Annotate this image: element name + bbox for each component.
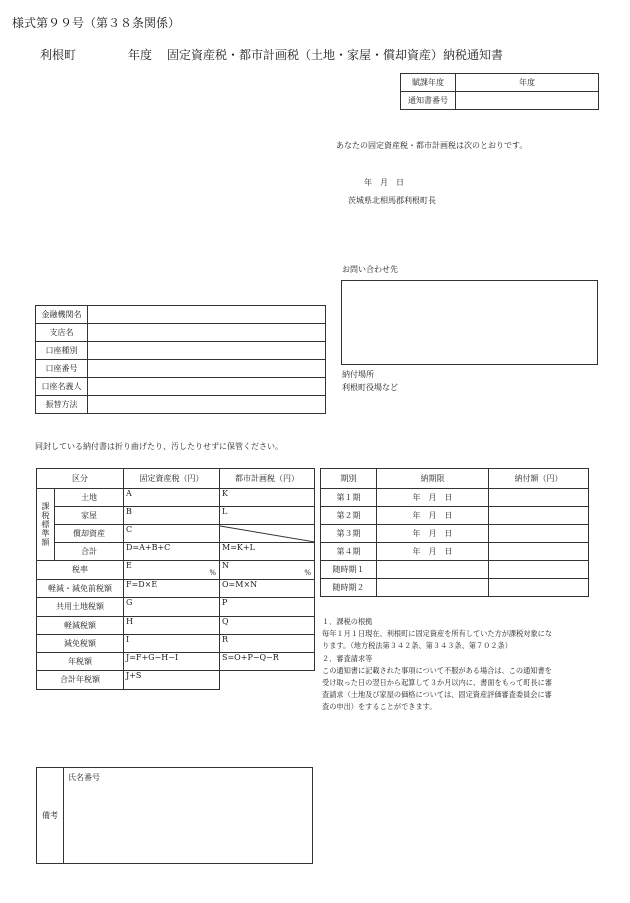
diagonal-strike-line	[220, 525, 315, 543]
period-label: 随時期２	[321, 579, 377, 597]
header-period: 期別	[321, 469, 377, 489]
cell-f: F=D×E	[124, 580, 220, 598]
bank-row-value	[88, 306, 326, 324]
percent-sign: %	[209, 569, 216, 577]
cell-js: J+S	[124, 671, 220, 690]
bank-row-label: 口座名義人	[36, 378, 88, 396]
note-2-title: ２．審査請求等	[322, 653, 373, 663]
reference-box	[400, 73, 599, 110]
period-label: 第２期	[321, 507, 377, 525]
notice-statement: あなたの固定資産税・都市計画税は次のとおりです。	[336, 141, 528, 150]
cell-c: C	[124, 525, 220, 543]
period-amount	[489, 489, 589, 507]
town-name: 利根町	[40, 48, 77, 62]
cell-a: A	[124, 489, 220, 507]
row-reduction-label: 軽減税額	[37, 617, 124, 635]
cell-e-label: E	[126, 561, 132, 570]
bank-row-label: 金融機関名	[36, 306, 88, 324]
bank-row-value	[88, 396, 326, 414]
row-grand-total-label: 合計年税額	[37, 671, 124, 690]
period-deadline: 年 月 日	[377, 507, 489, 525]
instruction-text: 同封している納付書は折り曲げたり、汚したりせずに保管ください。	[35, 442, 283, 451]
cell-o: O=M×N	[220, 580, 315, 598]
note-2-line: この通知書に記載された事項について不服がある場合は、この通知書を	[322, 665, 552, 675]
contact-box	[341, 280, 598, 365]
row-exemption-label: 減免税額	[37, 635, 124, 653]
name-number-label: 氏名番号	[64, 768, 313, 864]
period-amount	[489, 543, 589, 561]
cell-s: S=O+P−Q−R	[220, 653, 315, 671]
cell-m: M=K+L	[220, 543, 315, 561]
cell-k: K	[220, 489, 315, 507]
cell-n-label: N	[222, 561, 229, 570]
note-2-line: 受け取った日の翌日から起算して３か月以内に、書面をもって町長に審	[322, 678, 553, 688]
period-label: 第４期	[321, 543, 377, 561]
bank-row-label: 振替方法	[36, 396, 88, 414]
row-depreciable-label: 償却資産	[55, 525, 124, 543]
header-fixed-asset-tax: 固定資産税（円）	[124, 469, 220, 489]
issue-date: 年 月 日	[364, 178, 404, 187]
bank-row-value	[88, 378, 326, 396]
bank-info-table	[35, 305, 326, 414]
bank-row-label: 支店名	[36, 324, 88, 342]
cell-l: L	[220, 507, 315, 525]
tax-calculation-table	[36, 468, 315, 690]
period-amount	[489, 561, 589, 579]
period-deadline	[377, 561, 489, 579]
cell-q: Q	[220, 617, 315, 635]
period-label: 第１期	[321, 489, 377, 507]
tax-base-group-label: 課税標準額	[37, 489, 55, 561]
note-1-line: 毎年１月１日現在、利根町に固定資産を所有していた方が課税対象にな	[322, 629, 553, 639]
header-kubun: 区分	[37, 469, 124, 489]
tax-year-value: 年度	[456, 74, 599, 92]
period-deadline: 年 月 日	[377, 525, 489, 543]
cell-i: I	[124, 635, 220, 653]
row-annual-tax-label: 年税額	[37, 653, 124, 671]
cell-j: J=F+G−H−I	[124, 653, 220, 671]
cell-d: D=A+B+C	[124, 543, 220, 561]
page-title: 固定資産税・都市計画税（土地・家屋・償却資産）納税通知書	[167, 48, 504, 62]
period-label: 第３期	[321, 525, 377, 543]
form-number: 様式第９９号（第３８条関係）	[12, 16, 181, 30]
header-city-planning-tax: 都市計画税（円）	[220, 469, 315, 489]
notice-number-label: 通知書番号	[401, 92, 456, 110]
header-deadline: 納期限	[377, 469, 489, 489]
cell-depreciable-city-strike	[220, 525, 315, 543]
row-rate-label: 税率	[37, 561, 124, 580]
row-total-label: 合計	[55, 543, 124, 561]
period-amount	[489, 507, 589, 525]
remarks-label: 備考	[37, 768, 64, 864]
note-1-title: １．課税の根拠	[322, 617, 373, 626]
contact-label: お問い合わせ先	[342, 265, 398, 274]
note-1-line: ります。（地方税法第３４２条、第３４３条、第７０２条）	[322, 641, 512, 651]
cell-p: P	[220, 598, 315, 617]
row-shared-land-label: 共用土地税額	[37, 598, 124, 617]
year-label: 年度	[128, 48, 153, 62]
cell-b: B	[124, 507, 220, 525]
remarks-box	[36, 767, 313, 864]
row-land-label: 土地	[55, 489, 124, 507]
bank-row-value	[88, 360, 326, 378]
notice-number-value	[456, 92, 599, 110]
bank-row-label: 口座番号	[36, 360, 88, 378]
period-amount	[489, 579, 589, 597]
row-house-label: 家屋	[55, 507, 124, 525]
period-deadline: 年 月 日	[377, 543, 489, 561]
empty-cell	[220, 671, 315, 690]
cell-h: H	[124, 617, 220, 635]
tax-year-label: 賦課年度	[401, 74, 456, 92]
bank-row-value	[88, 324, 326, 342]
period-amount	[489, 525, 589, 543]
row-pre-reduction-label: 軽減・減免前税額	[37, 580, 124, 598]
payment-period-table	[320, 468, 589, 597]
note-2-line: 査の申出）をすることができます。	[322, 702, 437, 712]
cell-r: R	[220, 635, 315, 653]
period-deadline	[377, 579, 489, 597]
notes-block	[322, 616, 552, 714]
payment-place-value: 利根町役場など	[342, 383, 398, 392]
payment-place-label: 納付場所	[342, 370, 374, 379]
bank-row-value	[88, 342, 326, 360]
cell-g: G	[124, 598, 220, 617]
bank-row-label: 口座種別	[36, 342, 88, 360]
period-deadline: 年 月 日	[377, 489, 489, 507]
period-label: 随時期１	[321, 561, 377, 579]
cell-n	[220, 561, 315, 580]
cell-e	[124, 561, 220, 580]
percent-sign: %	[304, 569, 311, 577]
header-amount: 納付額（円）	[489, 469, 589, 489]
note-2-line: 査請求（土地及び家屋の価格については、固定資産評価審査委員会に審	[322, 690, 552, 700]
issuer-name: 茨城県北相馬郡利根町長	[348, 196, 436, 205]
